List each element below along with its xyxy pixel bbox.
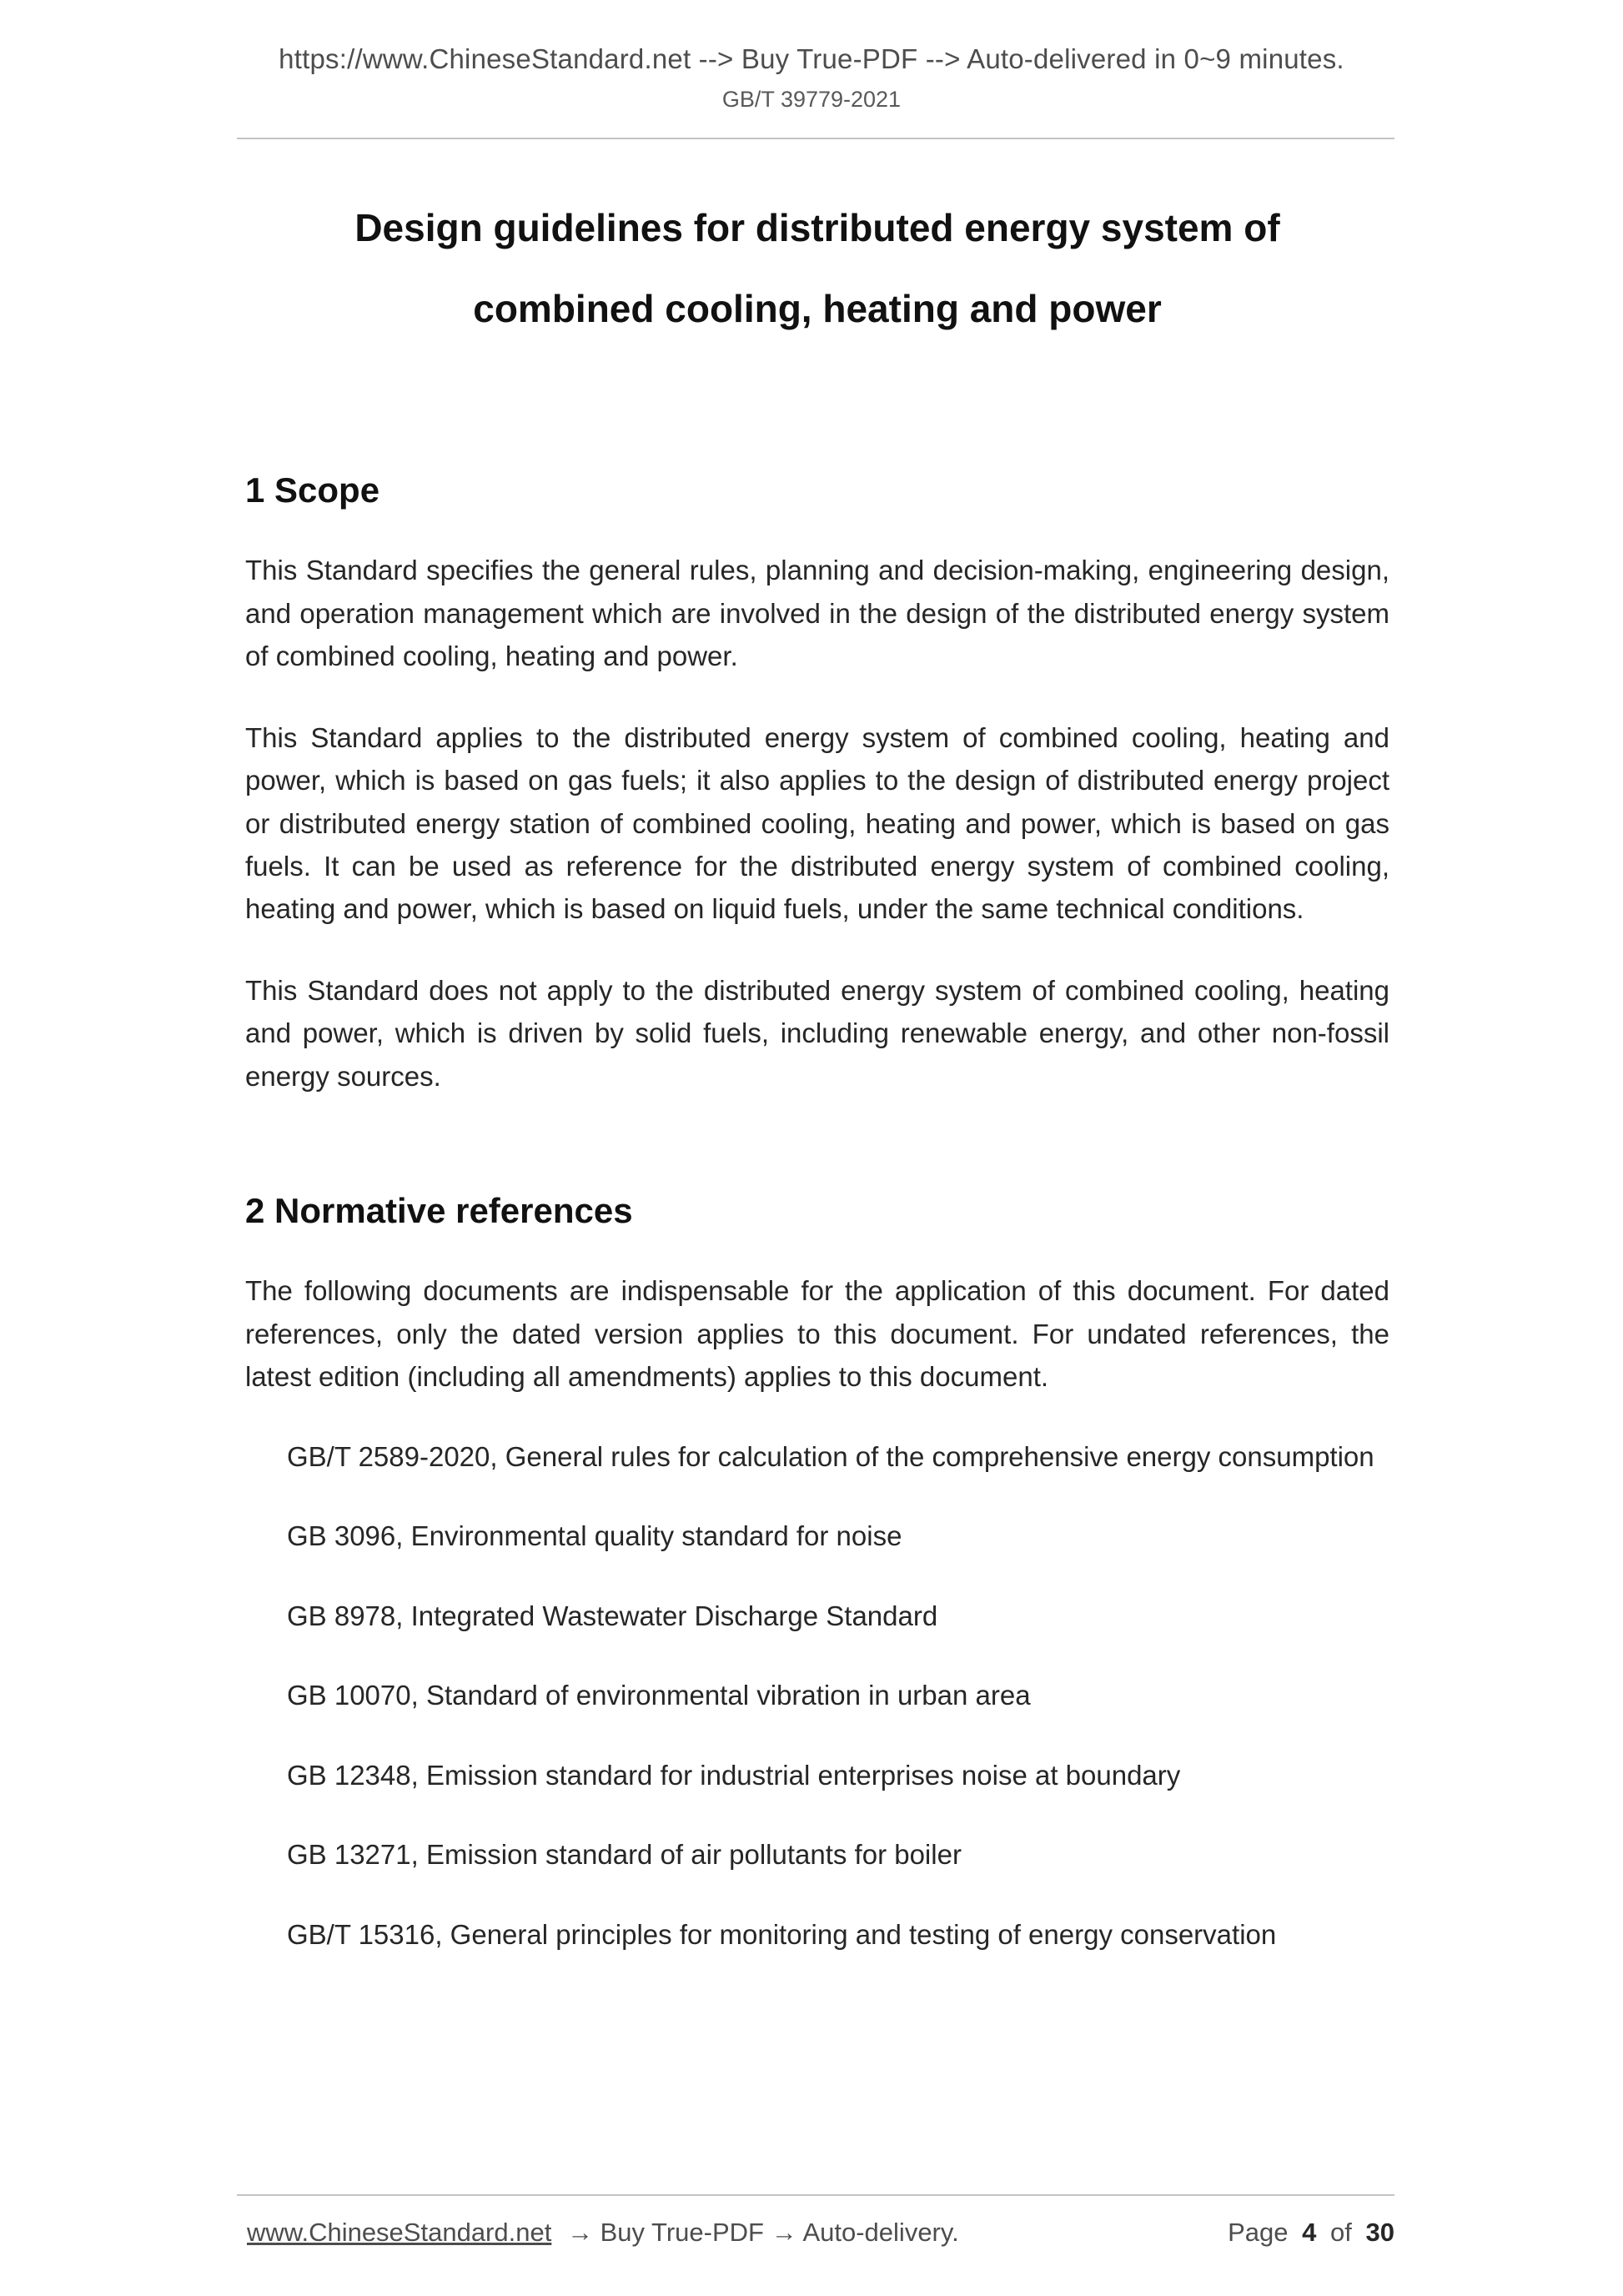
page-header (0, 0, 1623, 113)
footer-left (237, 2218, 959, 2248)
scope-paragraph-1: This Standard specifies the general rules, planning and decision-making, engineering design, and operation management which are involved in the design of the distributed energy system of combined cooling, heating and power. (245, 555, 1389, 672)
footer-page-label: Page (1228, 2218, 1289, 2247)
document-title-line2: combined cooling, heating and power (473, 286, 1162, 330)
reference-item-6: GB 13271, Emission standard of air pollutants for boiler (287, 1839, 962, 1871)
reference-item-3: GB 8978, Integrated Wastewater Discharge Standard (287, 1600, 938, 1631)
section-heading-scope: 1 Scope (245, 470, 380, 510)
footer-page-total: 30 (1365, 2218, 1394, 2247)
header-standard-code: GB/T 39779-2021 (721, 87, 902, 112)
reference-item-5: GB 12348, Emission standard for industrial enterprises noise at boundary (287, 1759, 1181, 1791)
reference-item-2: GB 3096, Environmental quality standard for noise (287, 1520, 902, 1552)
scope-paragraph-2: This Standard applies to the distributed energy system of combined cooling, heating and power, which is based on gas fuels; it also applies to the design of distributed energy project or distributed energy station of combined cooling, heating and power, which is based on gas fuels. It can be used as reference for the distributed energy system of combined cooling, heating and power, which is based on liquid fuels, under the same technical conditions. (245, 721, 1389, 925)
page-footer (237, 2194, 1394, 2248)
normative-intro-paragraph: The following documents are indispensable for the application of this document. For dated references, only the dated version applies to this document. For undated references, the latest edition (including all amendments) applies to this document. (245, 1275, 1389, 1393)
footer-row (237, 2218, 1394, 2248)
footer-page-number: 4 (1302, 2218, 1317, 2247)
header-url-line: https://www.ChineseStandard.net --> Buy True-PDF --> Auto-delivered in 0~9 minutes. (279, 43, 1344, 74)
header-divider (237, 138, 1394, 139)
footer-tagline: → Buy True-PDF → Auto-delivery. (566, 2218, 959, 2247)
footer-page-indicator (1221, 2218, 1394, 2248)
reference-item-4: GB 10070, Standard of environmental vibration in urban area (287, 1680, 1031, 1711)
footer-site-link[interactable]: www.ChineseStandard.net (247, 2218, 552, 2247)
reference-item-1: GB/T 2589-2020, General rules for calculation of the comprehensive energy consumption (287, 1440, 1374, 1472)
document-title (245, 188, 1389, 349)
document-title-line1: Design guidelines for distributed energy system of (354, 206, 1280, 249)
footer-divider (237, 2194, 1394, 2196)
footer-of-label: of (1330, 2218, 1352, 2247)
section-heading-normative-references: 2 Normative references (245, 1191, 633, 1231)
document-content (245, 188, 1389, 1956)
scope-paragraph-3: This Standard does not apply to the distributed energy system of combined cooling, heating and power, which is driven by solid fuels, including renewable energy, and other non-fossil energy sources. (245, 974, 1389, 1092)
reference-item-7: GB/T 15316, General principles for monitoring and testing of energy conservation (287, 1918, 1277, 1950)
